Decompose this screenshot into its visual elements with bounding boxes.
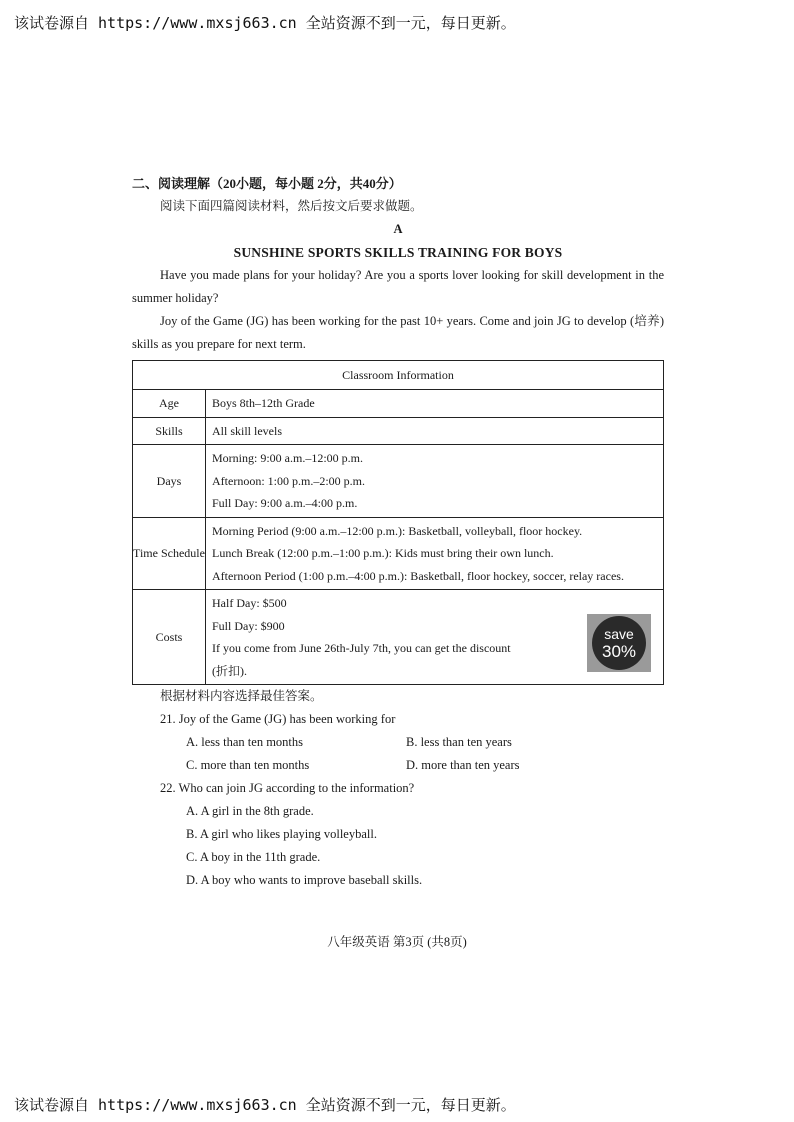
schedule-line: Afternoon Period (1:00 p.m.–4:00 p.m.): Basketball, floor hockey, soccer, relay races. [212,568,624,583]
costs-label: Costs [133,590,206,685]
source-watermark-bottom: 该试卷源自 https://www.mxsj663.cn 全站资源不到一元，每日更新。 [14,1096,516,1114]
schedule-label: Time Schedule [133,517,206,590]
days-line: Morning: 9:00 a.m.–12:00 p.m. [212,451,363,465]
paragraph-2: Joy of the Game (JG) has been working for the past 10+ years. Come and join JG to develop (培养) skills as you prepare for next term. [132,314,664,351]
table-row [133,390,664,418]
table-header: Classroom Information [133,361,664,390]
age-label: Age [133,390,206,418]
days-label: Days [133,445,206,518]
table-row [133,445,664,518]
question-21-stem: 21. Joy of the Game (JG) has been working for [160,712,396,726]
save-30-badge [587,614,651,672]
option-c: C. A boy in the 11th grade. [186,850,321,864]
save-badge-icon [592,616,646,670]
passage-letter: A [393,222,403,236]
classroom-info-table [132,360,664,685]
option-a: A. A girl in the 8th grade. [186,804,314,818]
table-row [133,517,664,590]
table-row [133,417,664,445]
instruction: 阅读下面四篇阅读材料，然后按文后要求做题。 [160,199,423,213]
option-c: C. more than ten months [186,758,310,772]
badge-percent: 30% [601,642,637,661]
skills-value: All skill levels [206,417,664,445]
cost-line: Half Day: $500 [212,596,287,610]
paragraph-1: Have you made plans for your holiday? Are you a sports lover looking for skill development in the summer holiday? [132,268,664,305]
option-d: D. A boy who wants to improve baseball skills. [186,873,423,887]
days-line: Afternoon: 1:00 p.m.–2:00 p.m. [212,473,365,488]
section-title: 二、阅读理解（20小题，每小题 2分，共40分） [132,176,402,191]
schedule-line: Morning Period (9:00 a.m.–12:00 p.m.): Basketball, volleyball, floor hockey. [212,523,583,538]
question-22-stem: 22. Who can join JG according to the information? [160,781,415,795]
age-value: Boys 8th–12th Grade [206,390,664,418]
option-b: B. A girl who likes playing volleyball. [186,827,377,841]
source-watermark-top: 该试卷源自 https://www.mxsj663.cn 全站资源不到一元，每日更新。 [14,14,516,32]
option-d: D. more than ten years [406,758,520,772]
answer-instruction: 根据材料内容选择最佳答案。 [160,689,323,703]
badge-word: save [604,626,634,642]
question-21-options [186,731,664,777]
option-b: B. less than ten years [406,735,512,749]
schedule-line: Lunch Break (12:00 p.m.–1:00 p.m.): Kids must bring their own lunch. [212,546,554,560]
table-row [133,590,664,685]
page-footer: 八年级英语 第3页 (共8页) [327,935,467,949]
schedule-value [206,517,664,590]
skills-label: Skills [133,417,206,445]
cost-line: Full Day: $900 [212,618,285,633]
cost-line: If you come from June 26th-July 7th, you can get the discount (折扣). [212,641,511,678]
reading-section [132,172,664,892]
option-a: A. less than ten months [186,735,304,749]
passage-title: SUNSHINE SPORTS SKILLS TRAINING FOR BOYS [233,245,563,260]
costs-value [206,590,664,685]
days-line: Full Day: 9:00 a.m.–4:00 p.m. [212,496,358,510]
days-value [206,445,664,518]
